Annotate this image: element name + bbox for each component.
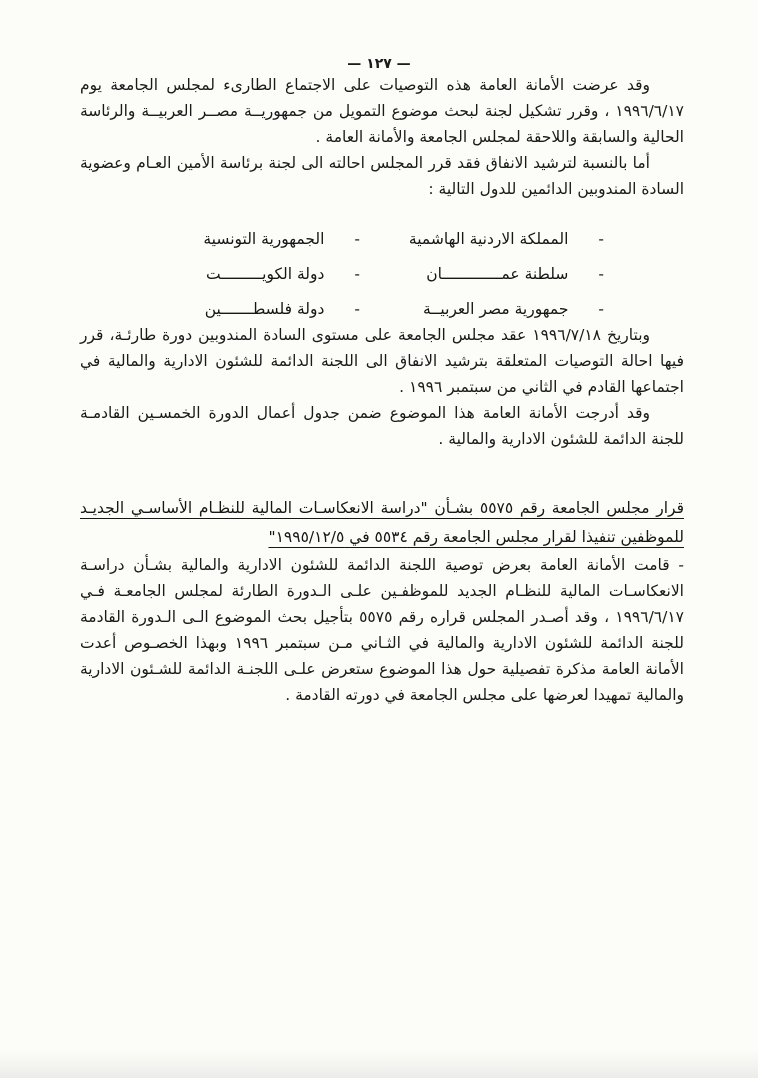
list-item: [360, 226, 604, 252]
paragraph-agenda-inclusion: وقد أدرجت الأمانة العامة هذا الموضوع ضمن جدول أعمال الدورة الخمسـين القادمـة للجنة الدائمة للشئون الادارية والمالية .: [80, 404, 684, 448]
list-item: [116, 296, 360, 322]
list-dash: -: [598, 300, 604, 318]
paragraph-recommendations-presented: وقد عرضت الأمانة العامة هذه التوصيات على الاجتماع الطارىء لمجلس الجامعة يوم ١٩٩٦/٦/١٧ ، وقرر تشكيل لجنة لبحث موضوع التمويل من جمهوريــة مصــر العربيــة والرئاسة الحالية والسابقة واللاحقة لمجلس الجامعة والأمانة العامة .: [80, 76, 684, 146]
list-item: [116, 226, 360, 252]
list-dash: -: [354, 230, 360, 248]
delegate-country: جمهورية مصر العربيــة: [423, 300, 569, 318]
scan-artifact: [0, 1050, 758, 1078]
decision-heading: قرار مجلس الجامعة رقم ٥٥٧٥ بشـأن "دراسة الانعكاسـات المالية للنظـام الأساسـي الجديـد للموظفين تنفيذا لقرار مجلس الجامعة رقم ٥٥٣٤ في ١٩٩٥/١٢/٥": [80, 499, 684, 546]
delegate-country: دولة فلسطـــــــين: [204, 300, 325, 318]
list-dash: -: [354, 300, 360, 318]
list-dash: -: [354, 265, 360, 283]
list-item: [360, 296, 604, 322]
paragraph-spending-rationalization: أما بالنسبة لترشيد الانفاق فقد قرر المجلس احالته الى لجنة برئاسة الأمين العـام وعضوية السادة المندوبين الدائمين للدول التالية :: [80, 154, 684, 198]
delegate-country: المملكة الاردنية الهاشمية: [408, 230, 569, 248]
delegate-country: سلطنة عمـــــــــــــان: [426, 265, 569, 283]
delegate-country: دولة الكويـــــــــت: [206, 265, 325, 283]
delegates-country-list: [116, 226, 604, 322]
delegate-country: الجمهورية التونسية: [203, 230, 325, 248]
paragraph-decision-5575-details: - قامت الأمانة العامة بعرض توصية اللجنة الدائمة للشئون الادارية والمالية بشـأن دراسـة الانعكاسـات المالية للنظـام الجديد للموظفـين علـى الـدورة الطارئة لمجلس الجامعـة فـي ١٩٩٦/٦/١٧ ، وقد أصـدر المجلس قراره رقم ٥٥٧٥ بتأجيل بحث الموضوع الـى الـدورة القادمة للجنة الدائمة للشئون الادارية والمالية في الثـاني مـن سبتمبر ١٩٩٦ وبهذا الخصـوص أعدت الأمانة العامة مذكرة تفصيلية حول هذا الموضوع ستعرض علـى اللجنـة الدائمة للشـئون الادارية والمالية تمهيدا لعرضها على مجلس الجامعة في دورته القادمة .: [80, 556, 685, 704]
list-dash: -: [598, 230, 604, 248]
list-item: [360, 261, 604, 287]
paragraph-council-emergency-session: وبتاريخ ١٩٩٦/٧/١٨ عقد مجلس الجامعة على مستوى السادة المندوبين دورة طارئـة، قرر فيها احالة التوصيات المتعلقة بترشيد الانفاق الى اللجنة الدائمة للشئون الادارية والمالية في اجتماعها القادم في الثاني من سبتمبر ١٩٩٦ .: [80, 326, 684, 396]
document-body: [0, 72, 758, 708]
page-number: — ١٢٧ —: [347, 56, 411, 72]
list-dash: -: [598, 265, 604, 283]
list-item: [116, 261, 360, 287]
